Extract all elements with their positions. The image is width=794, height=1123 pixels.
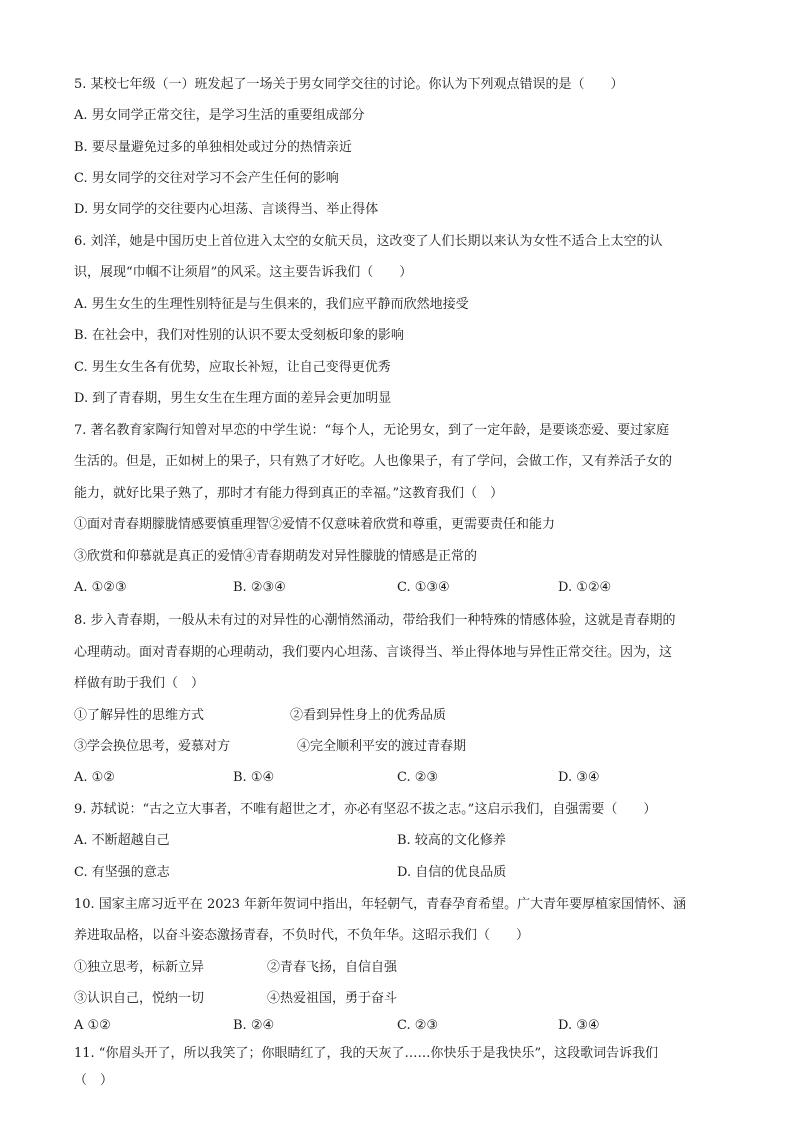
- q10-statement-4: ④热爱祖国，勇于奋斗: [267, 991, 398, 1006]
- q8-stem-line2: 心理萌动。面对青春期的心理萌动，我们要内心坦荡、言谈得当、举止得体地与异性正常交往。因为，这: [74, 645, 673, 660]
- q9-option-c: C. 有坚强的意志: [74, 865, 170, 880]
- q8-option-c: C. ②③: [397, 770, 439, 785]
- q5-stem: 5. 某校七年级（一）班发起了一场关于男女同学交往的讨论。你认为下列观点错误的是（ ）: [74, 77, 624, 92]
- q6-stem-line2: 识，展现“巾帼不让须眉”的风采。这主要告诉我们（ ）: [74, 265, 413, 280]
- q10-option-a: A ①②: [74, 1018, 111, 1033]
- q6-option-a: A. 男生女生的生理性别特征是与生俱来的，我们应平静而欣然地接受: [74, 297, 469, 312]
- q9-option-a: A. 不断超越自己: [74, 833, 170, 848]
- q9-stem: 9. 苏轼说：“古之立大事者，不唯有超世之才，亦必有坚忍不拔之志。”这启示我们，自强需要（ ）: [74, 802, 657, 817]
- q10-statement-1: ①独立思考，标新立异: [74, 960, 205, 975]
- q10-statement-2: ②青春飞扬，自信自强: [267, 960, 398, 975]
- q10-stem-line2: 养进取品格，以奋斗姿态激扬青春，不负时代，不负年华。这昭示我们（ ）: [74, 928, 530, 943]
- q6-option-b: B. 在社会中，我们对性别的认识不要太受刻板印象的影响: [74, 328, 404, 343]
- q7-option-b: B. ②③④: [233, 580, 286, 595]
- q7-option-a: A. ①②③: [74, 580, 127, 595]
- q8-statement-3: ③学会换位思考，爱慕对方: [74, 739, 231, 754]
- q5-option-b: B. 要尽量避免过多的单独相处或过分的热情亲近: [74, 140, 352, 155]
- q8-statement-2: ②看到异性身上的优秀品质: [290, 708, 447, 723]
- q11-stem-line2: （ ）: [74, 1073, 114, 1088]
- q10-option-d: D. ③④: [558, 1018, 600, 1033]
- q8-statement-4: ④完全顺利平安的渡过青春期: [297, 739, 467, 754]
- q8-statement-1: ①了解异性的思维方式: [74, 708, 205, 723]
- q7-option-c: C. ①③④: [397, 580, 450, 595]
- q5-option-c: C. 男女同学的交往对学习不会产生任何的影响: [74, 171, 339, 186]
- q7-stem-line1: 7. 著名教育家陶行知曾对早恋的中学生说：“每个人，无论男女，到了一定年龄，是要谈恋爱、要过家庭: [74, 423, 670, 438]
- q9-option-b: B. 较高的文化修养: [397, 833, 506, 848]
- q6-option-c: C. 男生女生各有优势，应取长补短，让自己变得更优秀: [74, 360, 391, 375]
- q9-option-d: D. 自信的优良品质: [397, 865, 507, 880]
- q10-stem-line1: 10. 国家主席习近平在 2023 年新年贺词中指出，年轻朝气，青春孕育希望。广大青年要厚植家国情怀、涵: [74, 897, 687, 912]
- q8-stem-line1: 8. 步入青春期，一般从未有过的对异性的心潮悄然涌动，带给我们一种特殊的情感体验，这就是青春期的: [74, 613, 676, 628]
- q11-stem-line1: 11. “你眉头开了，所以我笑了；你眼睛红了，我的天灰了……你快乐于是我快乐”，这段歌词告诉我们: [74, 1046, 659, 1061]
- q10-option-c: C. ②③: [397, 1018, 439, 1033]
- q5-option-d: D. 男女同学的交往要内心坦荡、言谈得当、举止得体: [74, 202, 379, 217]
- q8-option-a: A. ①②: [74, 770, 115, 785]
- q10-statement-3: ③认识自己，悦纳一切: [74, 991, 205, 1006]
- q7-stem-line2: 生活的。但是，正如树上的果子，只有熟了才好吃。人也像果子，有了学问，会做工作，又有养活子女的: [74, 454, 673, 469]
- q10-option-b: B. ②④: [233, 1018, 275, 1033]
- q6-stem-line1: 6. 刘洋，她是中国历史上首位进入太空的女航天员，这改变了人们长期以来认为女性不适合上太空的认: [74, 234, 663, 249]
- q8-option-b: B. ①④: [233, 770, 275, 785]
- q6-option-d: D. 到了青春期，男生女生在生理方面的差异会更加明显: [74, 391, 392, 406]
- q7-option-d: D. ①②④: [558, 580, 612, 595]
- q8-stem-line3: 样做有助于我们（ ）: [74, 676, 205, 691]
- q7-statements-line2: ③欣赏和仰慕就是真正的爱情④青春期萌发对异性朦胧的情感是正常的: [74, 549, 478, 564]
- q7-statements-line1: ①面对青春期朦胧情感要慎重理智②爱情不仅意味着欣赏和尊重，更需要责任和能力: [74, 517, 556, 532]
- q5-option-a: A. 男女同学正常交往，是学习生活的重要组成部分: [74, 108, 365, 123]
- q8-option-d: D. ③④: [558, 770, 600, 785]
- q7-stem-line3: 能力，就好比果子熟了，那时才有能力得到真正的幸福。”这教育我们（ ）: [74, 486, 504, 501]
